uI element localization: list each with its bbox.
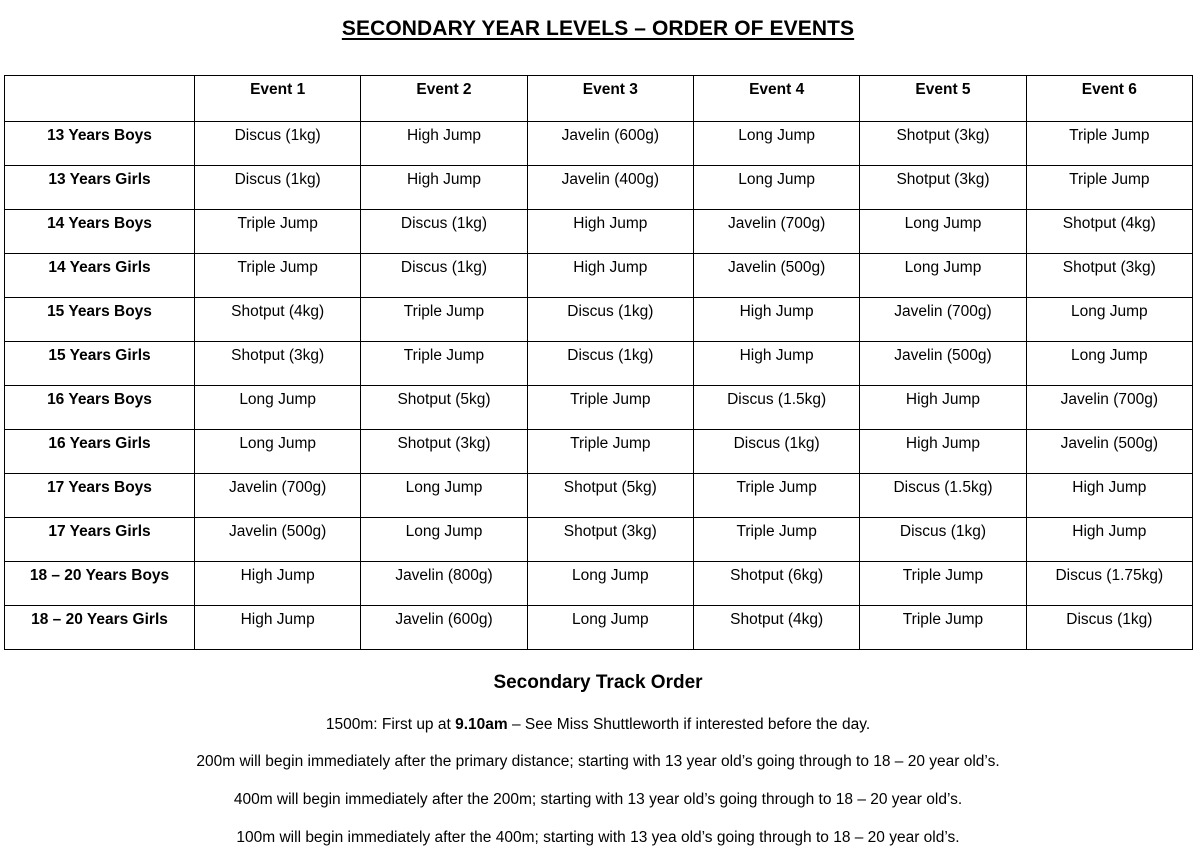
column-header: Event 4 — [693, 76, 859, 122]
table-cell: High Jump — [693, 342, 859, 386]
table-cell: Long Jump — [693, 166, 859, 210]
row-label: 18 – 20 Years Girls — [5, 606, 195, 650]
table-cell: High Jump — [860, 386, 1026, 430]
table-cell: High Jump — [527, 210, 693, 254]
table-cell: High Jump — [1026, 518, 1192, 562]
corner-cell — [5, 76, 195, 122]
column-header: Event 1 — [195, 76, 361, 122]
table-cell: Shotput (4kg) — [1026, 210, 1192, 254]
table-cell: Triple Jump — [860, 606, 1026, 650]
table-cell: Javelin (500g) — [1026, 430, 1192, 474]
table-row — [5, 606, 1193, 650]
table-cell: Discus (1.5kg) — [860, 474, 1026, 518]
table-cell: Discus (1kg) — [361, 210, 527, 254]
table-cell: Triple Jump — [527, 430, 693, 474]
table-row — [5, 298, 1193, 342]
table-cell: High Jump — [361, 166, 527, 210]
table-cell: Discus (1.5kg) — [693, 386, 859, 430]
page-title: SECONDARY YEAR LEVELS – ORDER OF EVENTS — [341, 17, 855, 40]
row-label: 18 – 20 Years Boys — [5, 562, 195, 606]
table-cell: Long Jump — [195, 430, 361, 474]
table-cell: Long Jump — [860, 210, 1026, 254]
table-cell: Long Jump — [1026, 342, 1192, 386]
column-header: Event 2 — [361, 76, 527, 122]
table-cell: Javelin (500g) — [195, 518, 361, 562]
row-label: 17 Years Boys — [5, 474, 195, 518]
table-cell: Shotput (5kg) — [361, 386, 527, 430]
table-cell: Discus (1kg) — [1026, 606, 1192, 650]
table-cell: Triple Jump — [195, 210, 361, 254]
table-cell: Long Jump — [1026, 298, 1192, 342]
table-cell: High Jump — [195, 606, 361, 650]
row-label: 15 Years Boys — [5, 298, 195, 342]
events-table — [4, 75, 1193, 650]
table-row — [5, 386, 1193, 430]
table-cell: Shotput (6kg) — [693, 562, 859, 606]
table-cell: Discus (1.75kg) — [1026, 562, 1192, 606]
table-cell: Shotput (3kg) — [860, 166, 1026, 210]
row-label: 15 Years Girls — [5, 342, 195, 386]
table-cell: Long Jump — [693, 122, 859, 166]
table-cell: High Jump — [527, 254, 693, 298]
table-cell: Triple Jump — [860, 562, 1026, 606]
table-cell: Triple Jump — [1026, 122, 1192, 166]
table-cell: Long Jump — [527, 606, 693, 650]
table-cell: Shotput (3kg) — [860, 122, 1026, 166]
table-cell: Discus (1kg) — [527, 298, 693, 342]
table-cell: Triple Jump — [1026, 166, 1192, 210]
table-cell: Shotput (3kg) — [195, 342, 361, 386]
table-row — [5, 122, 1193, 166]
column-header: Event 6 — [1026, 76, 1192, 122]
start-time: 9.10am — [455, 716, 508, 733]
table-cell: Shotput (3kg) — [527, 518, 693, 562]
table-cell: High Jump — [860, 430, 1026, 474]
row-label: 16 Years Girls — [5, 430, 195, 474]
table-cell: Long Jump — [361, 518, 527, 562]
track-line-100m: 100m will begin immediately after the 400m; starting with 13 yea old’s going through to 18 – 20 year old’s. — [236, 829, 960, 846]
table-cell: Long Jump — [860, 254, 1026, 298]
column-header: Event 5 — [860, 76, 1026, 122]
row-label: 13 Years Girls — [5, 166, 195, 210]
table-cell: Long Jump — [361, 474, 527, 518]
table-cell: Shotput (4kg) — [195, 298, 361, 342]
table-row — [5, 254, 1193, 298]
table-cell: Javelin (700g) — [860, 298, 1026, 342]
table-cell: Javelin (500g) — [860, 342, 1026, 386]
table-cell: Triple Jump — [693, 518, 859, 562]
row-label: 16 Years Boys — [5, 386, 195, 430]
table-cell: Discus (1kg) — [361, 254, 527, 298]
table-cell: Shotput (5kg) — [527, 474, 693, 518]
table-cell: High Jump — [693, 298, 859, 342]
table-row — [5, 166, 1193, 210]
row-label: 13 Years Boys — [5, 122, 195, 166]
table-cell: Discus (1kg) — [195, 122, 361, 166]
track-line-1500m — [0, 716, 1196, 734]
row-label: 14 Years Boys — [5, 210, 195, 254]
table-cell: High Jump — [195, 562, 361, 606]
table-row — [5, 562, 1193, 606]
track-line-200m: 200m will begin immediately after the primary distance; starting with 13 year old’s going through to 18 – 20 year old’s. — [196, 753, 1000, 770]
table-cell: Javelin (700g) — [693, 210, 859, 254]
table-cell: Discus (1kg) — [527, 342, 693, 386]
row-label: 14 Years Girls — [5, 254, 195, 298]
table-row — [5, 518, 1193, 562]
table-row — [5, 474, 1193, 518]
table-cell: High Jump — [1026, 474, 1192, 518]
table-cell: Discus (1kg) — [693, 430, 859, 474]
table-cell: Javelin (700g) — [195, 474, 361, 518]
table-cell: High Jump — [361, 122, 527, 166]
track-line-400m: 400m will begin immediately after the 200m; starting with 13 year old’s going through to 18 – 20 year old’s. — [233, 791, 963, 808]
table-header-row — [5, 76, 1193, 122]
track-order-title: Secondary Track Order — [493, 672, 703, 693]
track-line-1500m-start: 1500m: First up at — [325, 716, 456, 733]
table-row — [5, 342, 1193, 386]
table-row — [5, 430, 1193, 474]
table-cell: Javelin (600g) — [527, 122, 693, 166]
track-line-1500m-end: – See Miss Shuttleworth if interested before the day. — [507, 716, 871, 733]
table-cell: Long Jump — [527, 562, 693, 606]
table-cell: Triple Jump — [527, 386, 693, 430]
table-row — [5, 210, 1193, 254]
table-cell: Discus (1kg) — [195, 166, 361, 210]
column-header: Event 3 — [527, 76, 693, 122]
table-cell: Discus (1kg) — [860, 518, 1026, 562]
table-cell: Triple Jump — [693, 474, 859, 518]
table-cell: Javelin (500g) — [693, 254, 859, 298]
table-cell: Long Jump — [195, 386, 361, 430]
table-cell: Shotput (3kg) — [361, 430, 527, 474]
table-cell: Javelin (800g) — [361, 562, 527, 606]
table-cell: Javelin (600g) — [361, 606, 527, 650]
table-cell: Triple Jump — [195, 254, 361, 298]
table-cell: Javelin (700g) — [1026, 386, 1192, 430]
row-label: 17 Years Girls — [5, 518, 195, 562]
table-cell: Triple Jump — [361, 298, 527, 342]
table-cell: Javelin (400g) — [527, 166, 693, 210]
table-cell: Shotput (3kg) — [1026, 254, 1192, 298]
table-cell: Shotput (4kg) — [693, 606, 859, 650]
table-cell: Triple Jump — [361, 342, 527, 386]
